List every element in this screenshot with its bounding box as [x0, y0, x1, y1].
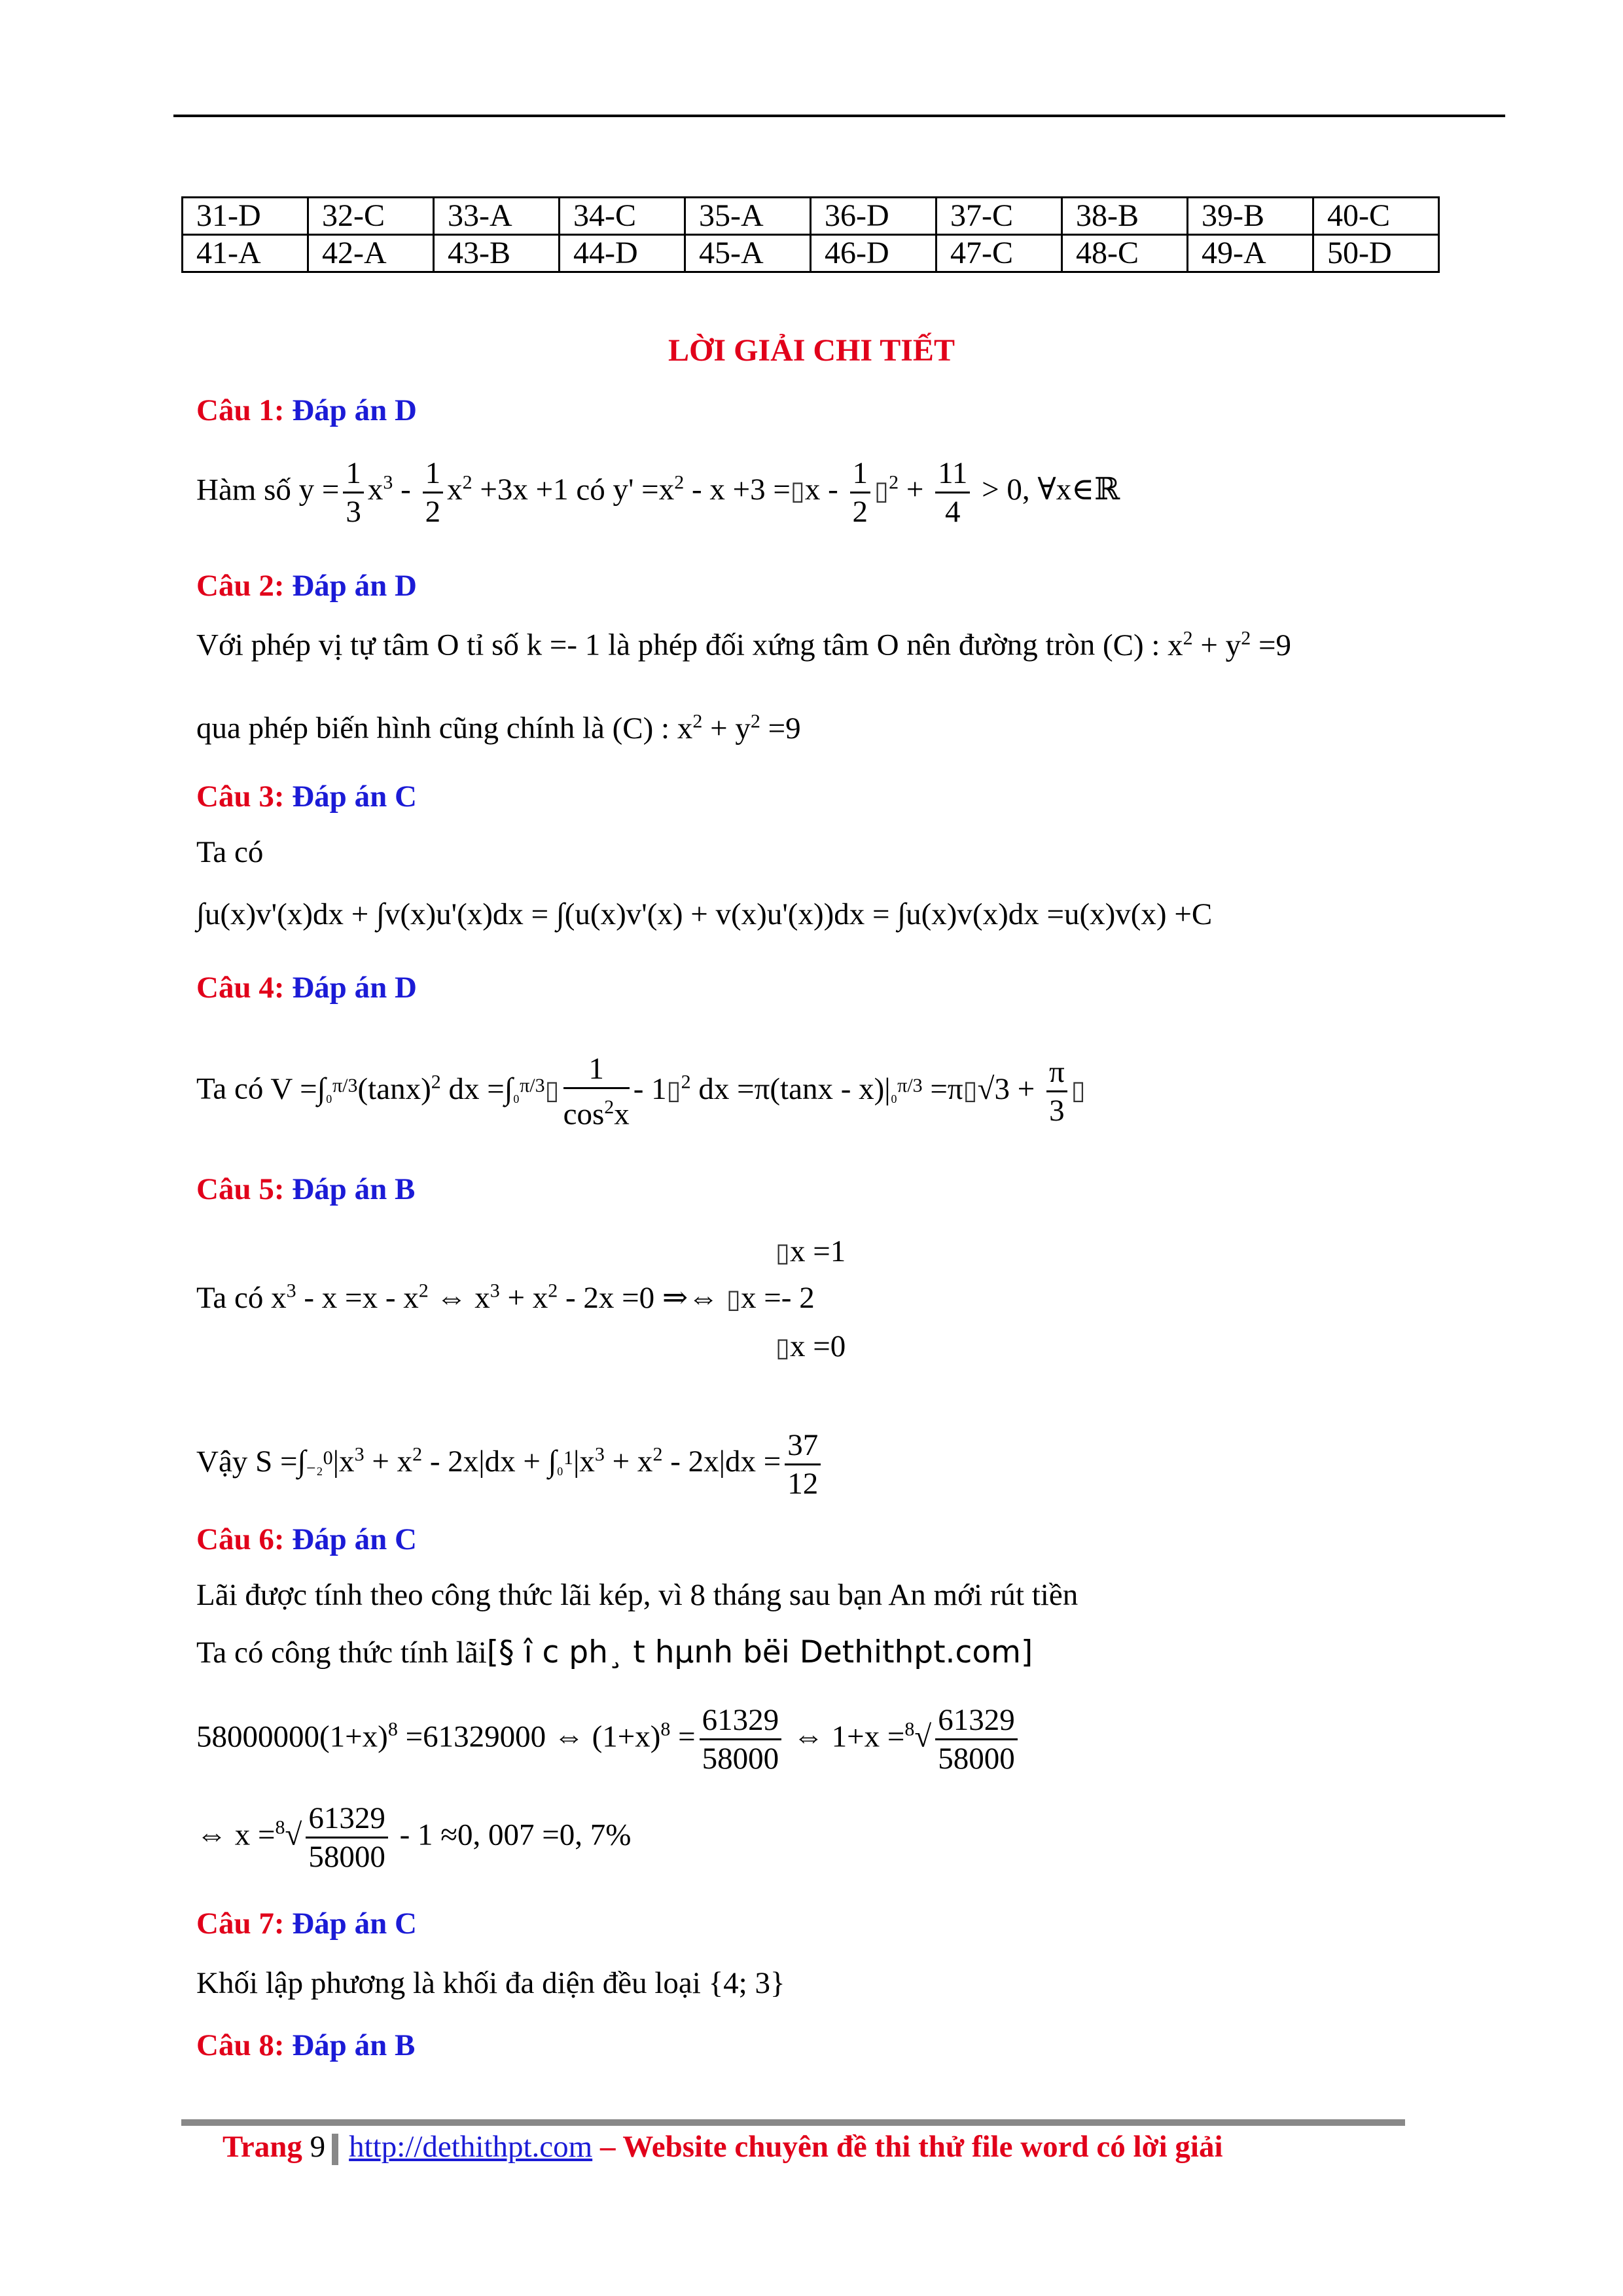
question-5-heading: Câu 5: Đáp án B	[196, 1172, 416, 1206]
table-cell: 38-B	[1062, 198, 1188, 235]
question-6-formula-2: ⇔ x =$^8$√ $\frac{61329}{58000}$ - 1 ≈0, 007 =0, 7%	[196, 1801, 632, 1874]
table-cell: 32-C	[308, 198, 434, 235]
footer-divider	[332, 2134, 338, 2165]
question-8-heading: Câu 8: Đáp án B	[196, 2028, 416, 2062]
question-4-heading: Câu 4: Đáp án D	[196, 971, 417, 1005]
question-7-heading: Câu 7: Đáp án C	[196, 1907, 417, 1941]
section-title: LỜI GIẢI CHI TIẾT	[668, 333, 955, 368]
table-cell: 40-C	[1313, 198, 1439, 235]
question-2-line-1: Với phép vị tự tâm O tỉ số k =- 1 là phép đối xứng tâm O nên đường tròn (C) : $x^2 + y^2 =9$	[196, 627, 1291, 662]
table-cell: 31-D	[183, 198, 308, 235]
table-cell: 37-C	[936, 198, 1062, 235]
table-cell: 44-D	[560, 235, 685, 272]
footer-rule	[181, 2119, 1405, 2126]
question-5-equation: Ta có $x^3 - x =x - x^2$ ⇔ $x^3 + x^2 - 2x =0$ ⇒⇔ ▯x =- 2	[196, 1280, 815, 1315]
table-cell: 43-B	[434, 235, 560, 272]
question-6-line-1: Lãi được tính theo công thức lãi kép, vì 8 tháng sau bạn An mới rút tiền	[196, 1578, 1079, 1612]
question-3-heading: Câu 3: Đáp án C	[196, 780, 417, 814]
table-cell: 34-C	[560, 198, 685, 235]
page-label: Trang	[223, 2130, 302, 2164]
question-1-heading: Câu 1: Đáp án D	[196, 393, 417, 427]
question-2-line-2: qua phép biến hình cũng chính là (C) : $x^2 + y^2 =9$	[196, 710, 801, 745]
footer-link[interactable]: http://dethithpt.com	[349, 2130, 593, 2164]
table-cell: 42-A	[308, 235, 434, 272]
table-row	[183, 198, 1439, 235]
question-6-formula-1: $58000000(1+x)^8 =61329000$ ⇔ $(1+x)^8$ = $\frac{61329}{58000}$ ⇔ 1+x =$^8$√ $\frac{61329}{58000}$	[196, 1702, 1022, 1777]
table-cell: 39-B	[1188, 198, 1313, 235]
table-row	[183, 235, 1439, 272]
question-6-line-2: Ta có công thức tính lãi[§ î c ph¸ t hµnh bëi Dethithpt.com]	[196, 1634, 1033, 1670]
question-5-case-3: ▯x =0	[776, 1329, 846, 1363]
watermark: [§ î c ph¸ t hµnh bëi Dethithpt.com]	[486, 1634, 1033, 1670]
table-cell: 41-A	[183, 235, 308, 272]
table-cell: 48-C	[1062, 235, 1188, 272]
question-2-heading: Câu 2: Đáp án D	[196, 569, 417, 603]
question-5-case-1: ▯x =1	[776, 1234, 846, 1268]
answer-table	[181, 196, 1440, 273]
question-3-formula: ∫u(x)v'(x)dx + ∫v(x)u'(x)dx = ∫(u(x)v'(x) + v(x)u'(x))dx = ∫u(x)v(x)dx =u(x)v(x) +C	[196, 897, 1213, 931]
table-cell: 36-D	[811, 198, 936, 235]
table-cell: 46-D	[811, 235, 936, 272]
table-cell: 33-A	[434, 198, 560, 235]
top-rule	[173, 115, 1505, 117]
page-footer	[223, 2129, 1223, 2165]
table-cell: 45-A	[685, 235, 811, 272]
table-cell: 35-A	[685, 198, 811, 235]
table-cell: 47-C	[936, 235, 1062, 272]
question-4-body: Ta có $V =\int_0^{\pi/3}(\tan x)^2$ dx =∫₀$^{\pi/3}$▯ $\frac{1}{\cos^2x}$ - 1▯$^2$ dx =π(tanx - x)|₀$^{\pi/3}$ =π▯√3 + $\frac{\pi}{3}$ ▯	[196, 1052, 1086, 1132]
footer-tagline: – Website chuyên đề thi thử file word có lời giải	[599, 2130, 1223, 2164]
page-number: 9	[310, 2130, 326, 2164]
question-6-heading: Câu 6: Đáp án C	[196, 1522, 417, 1556]
table-cell: 49-A	[1188, 235, 1313, 272]
question-3-line-1: Ta có	[196, 835, 264, 869]
question-1-body: Hàm số y = $\frac{1}{3}$ $x^3$ - $\frac{1}{2}$ $x^2 +3x +1$ có $y' =x^2 - x +3$ =▯x - $\frac{1}{2}$ ▯$^2$ + $\frac{11}{4}$ > 0, ∀x∈ℝ	[196, 456, 1120, 529]
question-5-area: Vậy $S =\int_{-2}^0|x^3 + x^2 - 2x|dx + \int_0^1|x^3 + x^2 - 2x|dx$ = $\frac{37}{12}$	[196, 1427, 825, 1502]
table-cell: 50-D	[1313, 235, 1439, 272]
question-7-line-1: Khối lập phương là khối đa diện đều loại {4; 3}	[196, 1966, 785, 2000]
